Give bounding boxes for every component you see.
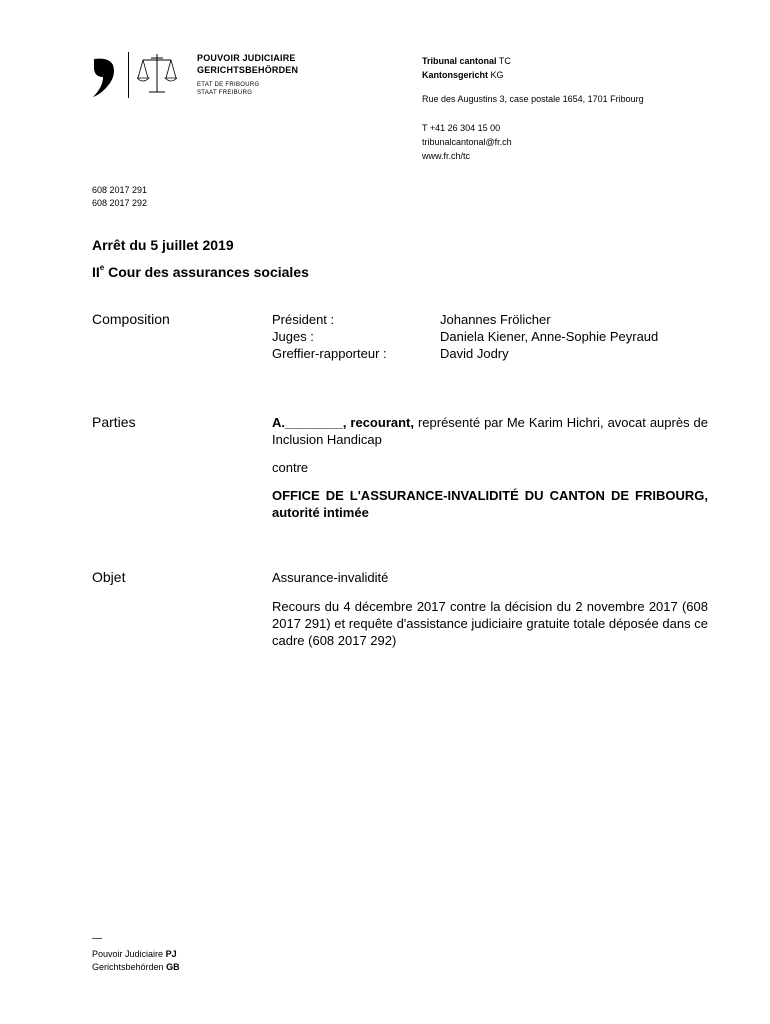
appellant-paragraph <box>272 414 708 448</box>
role-clerk: Greffier-rapporteur : <box>272 346 387 361</box>
composition-label: Composition <box>92 311 170 327</box>
object-description: Recours du 4 décembre 2017 contre la décision du 2 novembre 2017 (608 2017 291) et requête d'assistance judiciaire gratuite totale déposée dans ce cadre (608 2017 292) <box>272 599 708 648</box>
footer <box>92 948 180 974</box>
court-fr-abbr: TC <box>498 56 511 66</box>
role-president: Président : <box>272 312 335 327</box>
court-contact <box>422 121 512 163</box>
respondent-paragraph: OFFICE DE L'ASSURANCE-INVALIDITÉ DU CANTON DE FRIBOURG, autorité intimée <box>272 488 708 520</box>
name-president: Johannes Frölicher <box>440 312 551 327</box>
composition-names <box>440 311 658 362</box>
court-de: Kantonsgericht <box>422 70 489 80</box>
chamber-title <box>92 264 309 280</box>
parties-label: Parties <box>92 414 136 430</box>
appellant-representation: représenté par Me Karim Hichri, avocat auprès de Inclusion Handicap <box>272 415 709 447</box>
versus-text: contre <box>272 460 309 475</box>
state-line1: ETAT DE FRIBOURG <box>197 82 260 88</box>
composition-roles <box>272 311 387 362</box>
case-ref-2: 608 2017 292 <box>92 198 148 208</box>
name-clerk: David Jodry <box>440 346 509 361</box>
court-website[interactable]: www.fr.ch/tc <box>422 151 471 161</box>
court-address: Rue des Augustins 3, case postale 1654, 1701 Fribourg <box>422 94 644 104</box>
footer-line2-abbr: GB <box>166 962 180 972</box>
role-judges: Juges : <box>272 329 314 344</box>
object-subject: Assurance-invalidité <box>272 570 389 585</box>
chamber-sup: e <box>99 263 105 273</box>
court-fr: Tribunal cantonal <box>422 56 497 66</box>
name-judges: Daniela Kiener, Anne-Sophie Peyraud <box>440 329 659 344</box>
logo-divider <box>128 52 129 98</box>
state-line2: STAAT FREIBURG <box>197 90 253 96</box>
footer-line2: Gerichtsbehörden <box>92 962 164 972</box>
court-phone: T +41 26 304 15 00 <box>422 123 501 133</box>
footer-line1-abbr: PJ <box>165 949 177 959</box>
chamber-prefix: II <box>92 264 100 280</box>
org-line2: GERICHTSBEHÖRDEN <box>197 65 299 75</box>
appellant-name: A.________, recourant, <box>272 415 414 430</box>
footer-dash: — <box>92 933 102 944</box>
chamber-rest: Cour des assurances sociales <box>104 264 309 280</box>
comma-logo-icon <box>91 55 121 97</box>
court-name <box>422 54 511 82</box>
org-line1: POUVOIR JUDICIAIRE <box>197 53 296 63</box>
org-name <box>197 52 298 76</box>
case-references <box>92 184 147 210</box>
footer-line1: Pouvoir Judiciaire <box>92 949 164 959</box>
court-de-abbr: KG <box>490 70 504 80</box>
case-ref-1: 608 2017 291 <box>92 185 148 195</box>
court-email[interactable]: tribunalcantonal@fr.ch <box>422 137 512 147</box>
state-name <box>197 81 259 97</box>
scales-of-justice-icon <box>137 52 177 98</box>
judgment-title: Arrêt du 5 juillet 2019 <box>92 237 234 253</box>
object-label: Objet <box>92 569 126 585</box>
